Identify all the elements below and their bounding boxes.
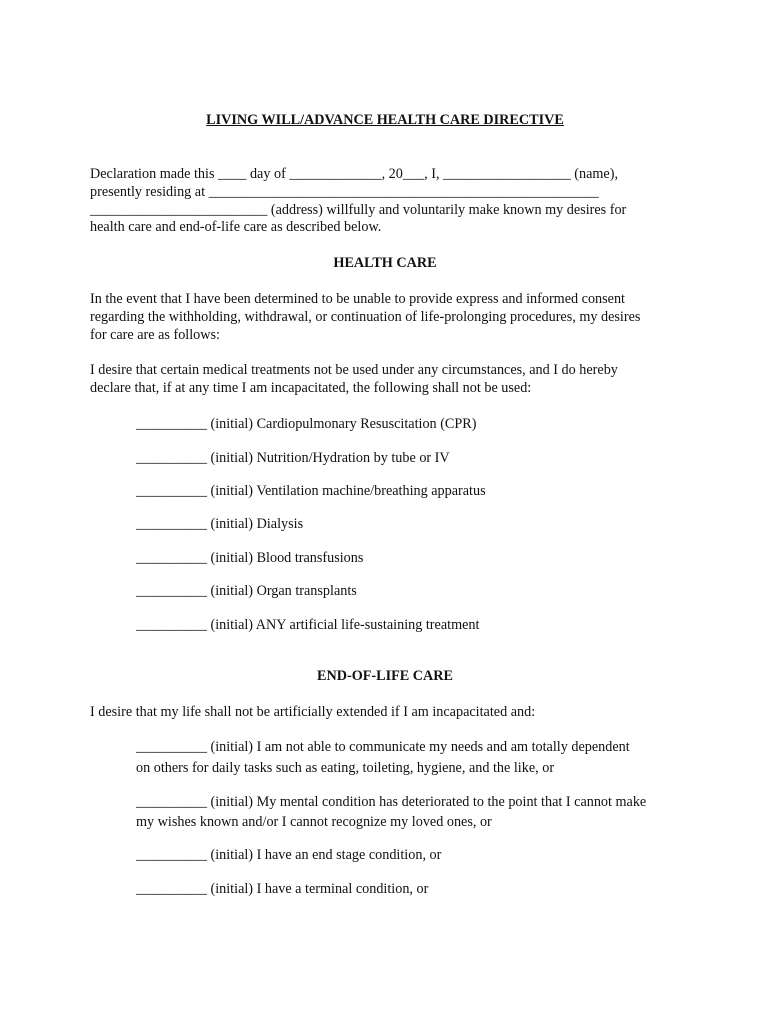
list-item-line: __________ (initial) I have a terminal condition, or [136,881,429,897]
paragraph-line: declare that, if at any time I am incapacitated, the following shall not be used: [90,380,532,396]
treatment-item-any-artificial[interactable]: __________ (initial) ANY artificial life-sustaining treatment [136,617,480,633]
document-title: LIVING WILL/ADVANCE HEALTH CARE DIRECTIVE [206,112,564,128]
treatment-item-organ-transplants[interactable]: __________ (initial) Organ transplants [136,583,357,599]
paragraph-line: In the event that I have been determined to be unable to provide express and informed consent [90,291,625,307]
declaration-line: Declaration made this ____ day of _____________, 20___, I, __________________ (name), [90,166,618,182]
list-item-line: on others for daily tasks such as eating, toileting, hygiene, and the like, or [136,760,555,776]
list-item-line: __________ (initial) My mental condition has deteriorated to the point that I cannot make [136,794,647,810]
treatment-item-ventilation[interactable]: __________ (initial) Ventilation machine/breathing apparatus [136,483,486,499]
treatment-item-blood-transfusions[interactable]: __________ (initial) Blood transfusions [136,550,364,566]
treatment-item-nutrition[interactable]: __________ (initial) Nutrition/Hydration by tube or IV [136,450,450,466]
declaration-line: health care and end-of-life care as described below. [90,219,382,235]
treatment-item-dialysis[interactable]: __________ (initial) Dialysis [136,516,304,532]
health-care-heading: HEALTH CARE [333,255,437,271]
list-item-line: my wishes known and/or I cannot recognize my loved ones, or [136,814,492,830]
paragraph-line: I desire that certain medical treatments not be used under any circumstances, and I do hereby [90,362,618,378]
list-item-line: __________ (initial) I have an end stage condition, or [136,847,442,863]
treatment-item-cpr[interactable]: __________ (initial) Cardiopulmonary Resuscitation (CPR) [136,416,477,432]
declaration-line: _________________________ (address) willfully and voluntarily make known my desires for [90,202,627,218]
list-item-line: __________ (initial) I am not able to communicate my needs and am totally dependent [136,739,630,755]
paragraph-line: for care are as follows: [90,327,220,343]
end-of-life-heading: END-OF-LIFE CARE [317,668,453,684]
end-of-life-intro: I desire that my life shall not be artificially extended if I am incapacitated and: [90,704,536,720]
paragraph-line: regarding the withholding, withdrawal, or continuation of life-prolonging procedures, my desires [90,309,641,325]
declaration-line: presently residing at _______________________________________________________ [90,184,599,200]
